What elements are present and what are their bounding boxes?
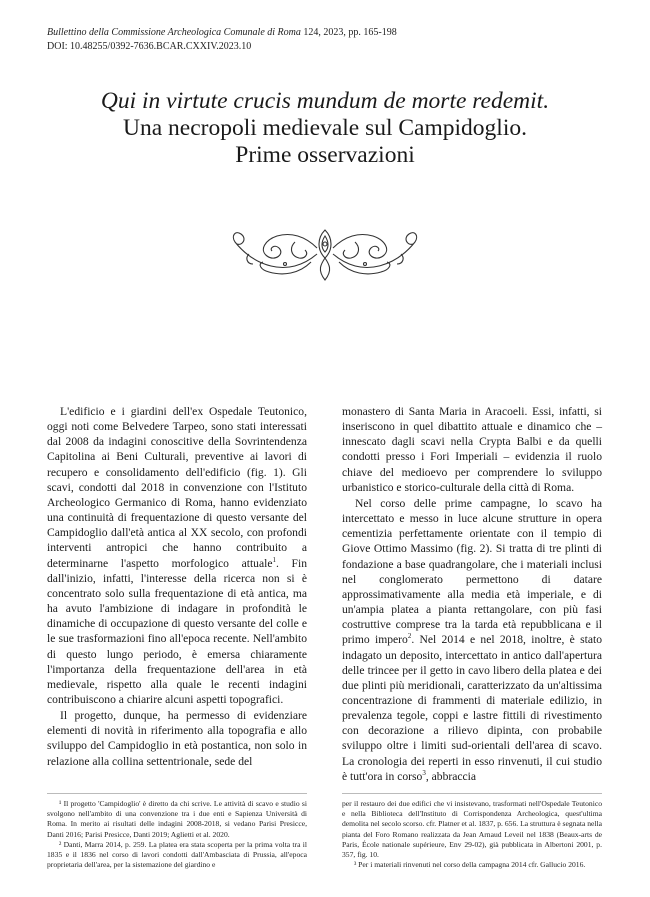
footnote-ref: 3 (422, 768, 426, 777)
journal-line (47, 26, 607, 40)
paragraph-text: L'edificio e i giardini dell'ex Ospedale Teutonico, oggi noti come Belvedere Tarpeo, sono stati interessati dal 2008 da indagini conoscitive della Sovrintendenza Capitolina ai Beni Culturali, preventive ai lavori di recupero e consolidamento dell'edificio (fig. 1). Gli scavi, condotti dal 2018 in convenzione con l'Istituto Archeologico Germanico di Roma, hanno evidenziato una continuità di frequentazione di questo versante del Campidoglio dall'età antica al XX secolo, con profondi interventi antropici che hanno contribuito a determinarne l'aspetto morfologico attuale (47, 405, 307, 570)
journal-title: Bullettino della Commissione Archeologica Comunale di Roma (47, 27, 301, 38)
footnote-divider (47, 793, 307, 794)
paragraph: Il progetto, dunque, ha permesso di evidenziare elementi di novità in riferimento alla topografia e allo sviluppo del Campidoglio in età postantica, non solo in relazione alla collina settentrionale, sede del (47, 709, 307, 768)
body-column-right (342, 404, 602, 784)
paragraph-text: . Nel 2014 e nel 2018, inoltre, è stato indagato un deposito, intercettato in antico dall'apertura delle trincee per il getto in cavo libero della platea e dei due plinti più meridionali, caratterizzato da un'altissima concentrazione di frammenti di materiale edilizio, in prevalenza tegole, coppi e lastre fittili di rivestimento con decorazione a rilievo dipinta, con probabile sviluppo oltre i limiti sud-orientali dell'area di scavo. La cronologia dei reperti in esso rinvenuti, il cui studio è tutt'ora in corso (342, 633, 602, 783)
body-column-left (47, 404, 307, 769)
article-title (40, 88, 610, 169)
journal-issue: 124, 2023, pp. 165-198 (300, 27, 397, 38)
footnotes-left (47, 799, 307, 870)
decorative-ornament (225, 222, 425, 284)
paragraph (342, 496, 602, 784)
footnote: ¹ Il progetto 'Campidoglio' è diretto da chi scrive. Le attività di scavo e studio si svolgono nell'ambito di una convenzione tra i due enti e Sapienza Università di Roma. In merito ai risultati delle indagini 2008-2018, si vedano Parisi Presicce, Danti 2016; Parisi Presicce, Danti 2019; Aglietti et al. 2020. (47, 799, 307, 839)
footnote-divider (342, 793, 602, 794)
title-line-1: Qui in virtute crucis mundum de morte redemit. (100, 88, 550, 114)
doi-line: DOI: 10.48255/0392-7636.BCAR.CXXIV.2023.10 (47, 41, 252, 52)
footnote: per il restauro dei due edifici che vi insistevano, trasformati nell'Ospedale Teutonico e nella Biblioteca dell'Instituto di Corrispondenza Archeologica, quest'ultima demolita nel secolo scorso. cfr. Platner et al. 1837, p. 656. La struttura è segnata nella pianta del Foro Romano realizzata da Jean Arnaud Leveil nel 1838 (Beaux-arts de Paris, École nationale supérieure, Env 29-02), già pubblicata in Albertoni 2001, p. 357, fig. 10. (342, 799, 602, 860)
title-line-3: Prime osservazioni (235, 142, 415, 168)
footnote-ref: 1 (272, 555, 276, 564)
paragraph-text: , abbraccia (425, 769, 477, 783)
footnote: ³ Per i materiali rinvenuti nel corso della campagna 2014 cfr. Gallucio 2016. (354, 860, 586, 870)
footnote-ref: 2 (407, 632, 412, 641)
title-line-2: Una necropoli medievale sul Campidoglio. (123, 115, 527, 141)
paragraph: monastero di Santa Maria in Aracoeli. Essi, infatti, si inseriscono in quel dibattito attuale e dinamico che – innescato dagli scavi nella Crypta Balbi e da quelli condotti presso i Fori Imperiali – evidenzia il ruolo chiave del medioevo per comprendere lo sviluppo urbanistico e storico-culturale della città di Roma. (342, 405, 602, 494)
footnote: ² Danti, Marra 2014, p. 259. La platea era stata scoperta per la prima volta tra il 1835 e il 1836 nel corso di lavori condotti dall'Ambasciata di Prussia, all'epoca proprietaria dell'area, per la sistemazione del giardino e (47, 839, 307, 870)
paragraph-text: Nel corso delle prime campagne, lo scavo ha intercettato e messo in luce alcune strutture in opera cementizia perfettamente orientate con il tempio di Giove Ottimo Massimo (fig. 2). Si tratta di tre plinti di fondazione a base quadrangolare, che i materiali inclusi nel conglomerato permettono di datare approssimativamente alla media età imperiale, e di un'ampia platea a pianta rettangolare, con più fasi costruttive comprese tra la tarda età repubblicana e il primo impero (342, 496, 602, 647)
running-header (47, 26, 607, 54)
footnotes-right (342, 799, 602, 870)
paragraph-text: . Fin dall'inizio, infatti, l'interesse della ricerca non si è concentrato solo sulla frequentazione di età antica, ma ha avuto l'ambizione di indagare in profondità le dinamiche di occupazione di questo versante del colle e le sue trasformazioni fino all'epoca recente. Nell'ambito di questo lungo periodo, è emersa chiaramente l'importanza della frequentazione dell'area in età medievale, rispetto alla quale le recenti indagini contribuiscono a chiarire alcuni aspetti topografici. (47, 556, 308, 706)
paragraph (47, 404, 307, 707)
